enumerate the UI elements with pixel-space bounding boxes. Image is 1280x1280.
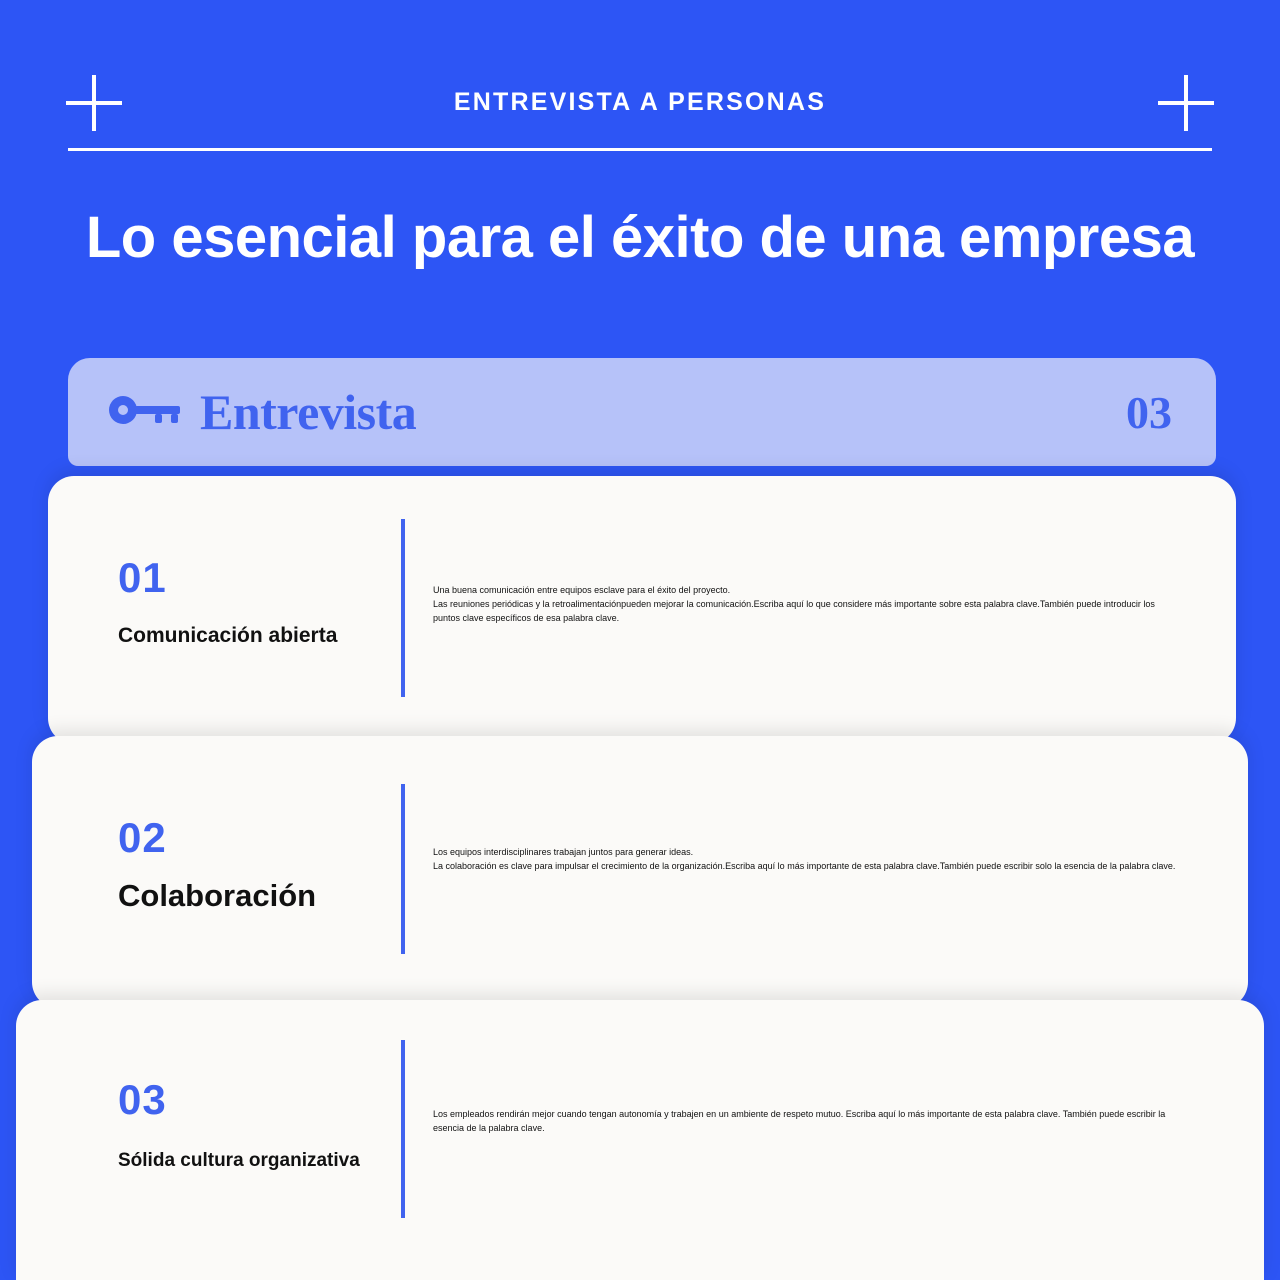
item-body-line-1: Los equipos interdisciplinares trabajan juntos para generar ideas. [433, 847, 694, 857]
item-number: 03 [118, 1076, 167, 1123]
section-banner-title: Entrevista [200, 384, 417, 440]
item-body-line-2: La colaboración es clave para impulsar el crecimiento de la organización.Escriba aquí lo más importante de esta palabra clave.También puede escribir solo la esencia de la palabra clave. [433, 860, 1176, 871]
list-item [32, 736, 1248, 1008]
item-label: Comunicación abierta [118, 624, 338, 647]
item-label: Colaboración [118, 878, 317, 913]
item-divider [401, 1040, 405, 1218]
section-banner [68, 358, 1216, 466]
key-icon [108, 393, 182, 432]
header-divider [68, 148, 1212, 151]
item-divider [401, 519, 405, 697]
list-item [48, 476, 1236, 744]
item-body-line-1: Los empleados rendirán mejor cuando tengan autonomía y trabajen en un ambiente de respeto mutuo. Escriba aquí lo más importante de esta palabra clave. También puede escribir la esencia de la palabra clave. [433, 1109, 1166, 1133]
section-banner-left [108, 383, 1126, 441]
item-number: 02 [118, 814, 167, 861]
item-divider [401, 784, 405, 954]
section-banner-number: 03 [1126, 386, 1172, 438]
list-item [16, 1000, 1264, 1280]
item-label: Sólida cultura organizativa [118, 1150, 360, 1171]
item-number: 01 [118, 554, 167, 601]
item-body-line-2: Las reuniones periódicas y la retroalimentaciónpueden mejorar la comunicación.Escriba aquí lo que considere más importante sobre esta palabra clave.También puede introducir los puntos clave específicos de esa palabra clave. [433, 598, 1155, 623]
header-title: ENTREVISTA A PERSONAS [453, 88, 827, 116]
item-body [433, 584, 1173, 626]
page-title: Lo esencial para el éxito de una empresa [85, 205, 1195, 270]
item-body-line-1: Una buena comunicación entre equipos esclave para el éxito del proyecto. [433, 585, 731, 595]
item-body [433, 846, 1178, 874]
item-body [433, 1108, 1173, 1136]
page-header [0, 0, 1280, 160]
